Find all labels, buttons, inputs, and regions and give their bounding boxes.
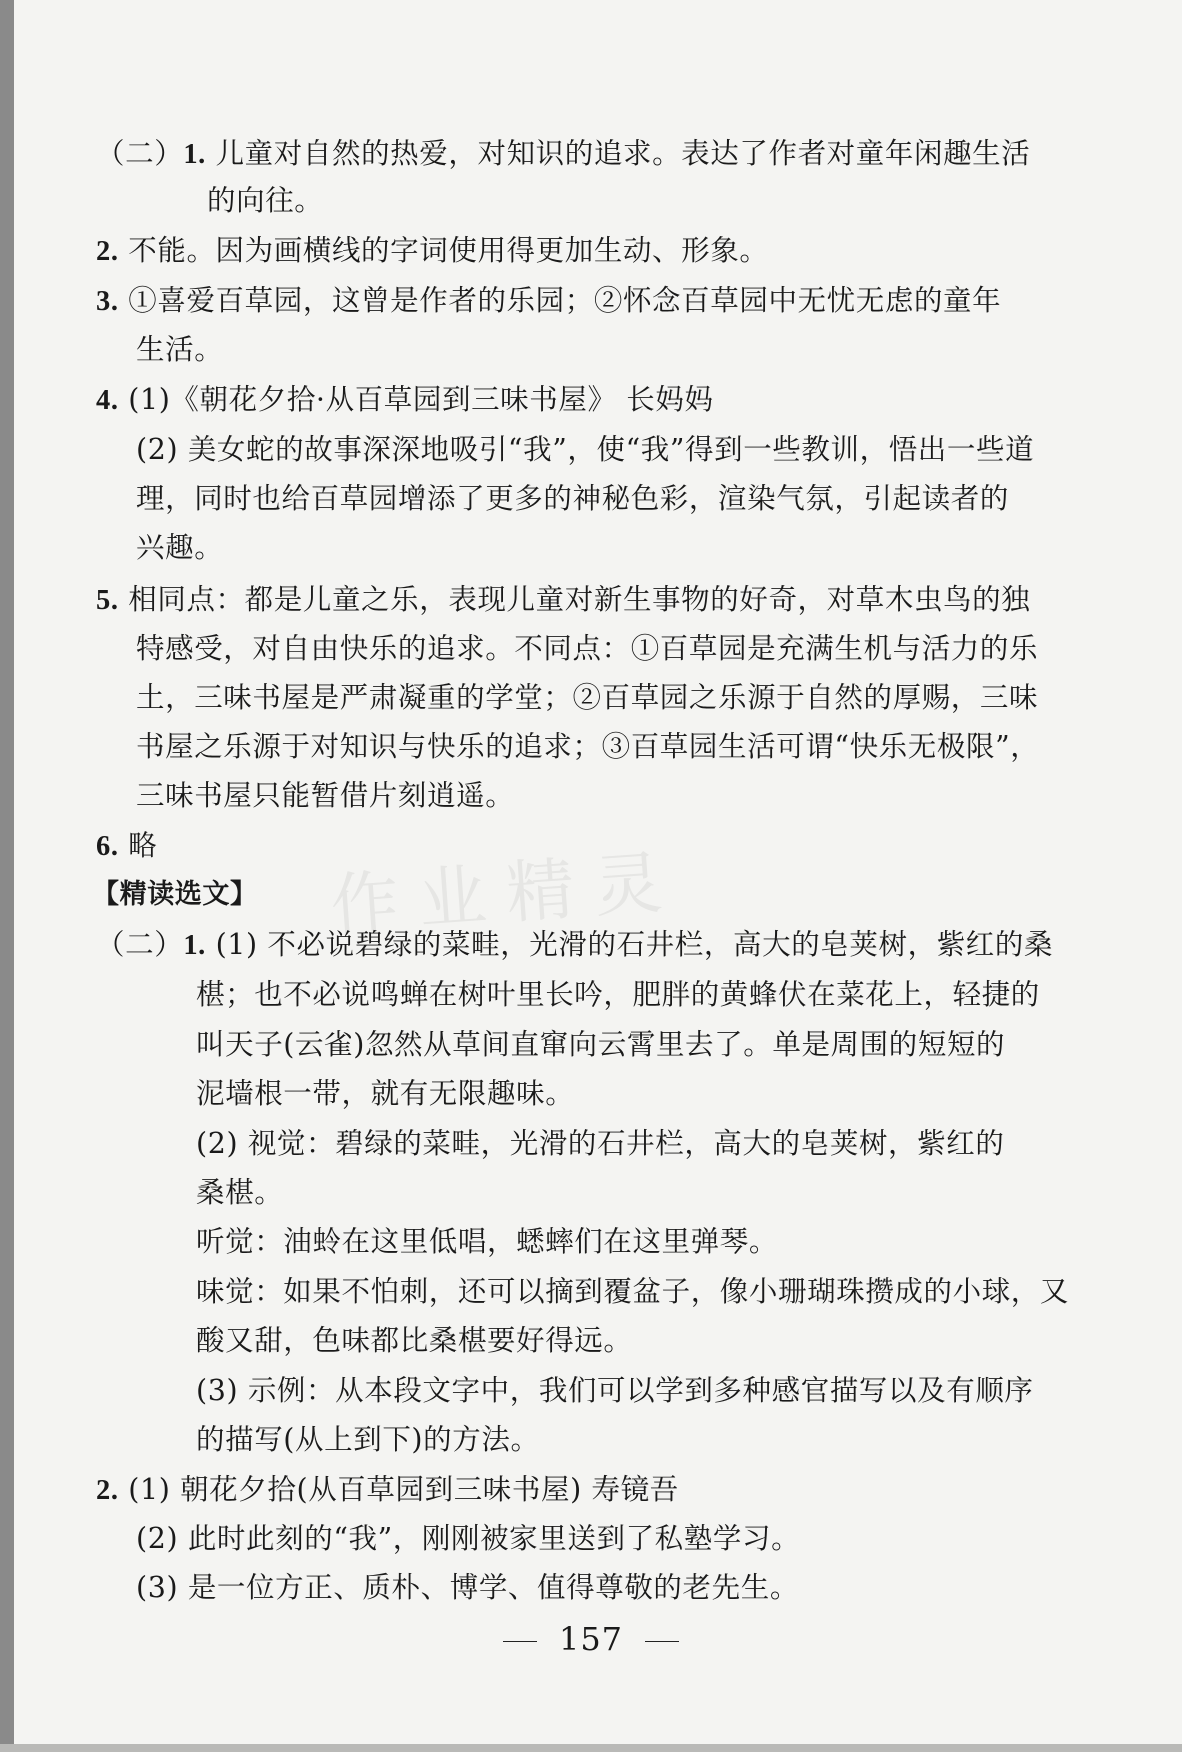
- answer-line: (2) 视觉：碧绿的菜畦，光滑的石井栏，高大的皂荚树，紫红的: [196, 1127, 1005, 1160]
- answer-line: [96, 380, 714, 421]
- answer-text: (1) 不必说碧绿的菜畦，光滑的石井栏，高大的皂荚树，紫红的桑: [215, 928, 1054, 961]
- page-number-dash-left: [503, 1641, 537, 1642]
- answer-line: (2) 美女蛇的故事深深地吸引“我”，使“我”得到一些教训，悟出一些道: [136, 433, 1035, 466]
- watermark-text: 作业精灵: [328, 842, 685, 947]
- answer-line: 的描写(从上到下)的方法。: [196, 1423, 540, 1456]
- question-number: 1.: [183, 139, 206, 170]
- answer-line: [96, 134, 1030, 175]
- section-label: （二）: [96, 928, 184, 961]
- answer-line: [96, 1470, 679, 1511]
- answer-line: 生活。: [136, 333, 224, 366]
- answer-line: 味觉：如果不怕刺，还可以摘到覆盆子，像小珊瑚珠攒成的小球，又: [196, 1275, 1070, 1308]
- answer-text: 不能。因为画横线的字词使用得更加生动、形象。: [128, 234, 769, 267]
- answer-text: 儿童对自然的热爱，对知识的追求。表达了作者对童年闲趣生活: [215, 137, 1031, 170]
- page-number: [0, 1620, 1182, 1658]
- answer-text: 相同点：都是儿童之乐，表现儿童对新生事物的好奇，对草木虫鸟的独: [128, 583, 1031, 616]
- answer-line: 椹；也不必说鸣蝉在树叶里长吟，肥胖的黄蜂伏在菜花上，轻捷的: [196, 978, 1040, 1011]
- question-number: 1.: [183, 930, 206, 961]
- scan-edge-left: [0, 0, 14, 1752]
- question-number: 3.: [96, 286, 119, 317]
- answer-line: [96, 580, 1030, 621]
- page-number-value: 157: [558, 1620, 624, 1658]
- answer-text: (1) 朝花夕拾(从百草园到三味书屋) 寿镜吾: [128, 1473, 679, 1506]
- answer-line: 听觉：油蛉在这里低唱，蟋蟀们在这里弹琴。: [196, 1225, 779, 1258]
- question-number: 2.: [96, 236, 119, 267]
- answer-line: [96, 281, 1001, 322]
- answer-line: 的向往。: [207, 184, 324, 217]
- answer-line: (3) 示例：从本段文字中，我们可以学到多种感官描写以及有顺序: [196, 1374, 1034, 1407]
- question-number: 5.: [96, 585, 119, 616]
- question-number: 2.: [96, 1475, 119, 1506]
- answer-line: 特感受，对自由快乐的追求。不同点：①百草园是充满生机与活力的乐: [136, 632, 1039, 665]
- question-number: 4.: [96, 385, 119, 416]
- answer-line: [96, 231, 768, 272]
- answer-line: 书屋之乐源于对知识与快乐的追求；③百草园生活可谓“快乐无极限”，: [136, 730, 1040, 763]
- scan-edge-bottom: [0, 1744, 1182, 1752]
- answer-line: 理，同时也给百草园增添了更多的神秘色彩，渲染气氛，引起读者的: [136, 482, 1010, 515]
- page-number-dash-right: [645, 1641, 679, 1642]
- answer-text: (1)《朝花夕拾·从百草园到三味书屋》 长妈妈: [128, 383, 714, 416]
- section-heading: 【精读选文】: [92, 879, 258, 910]
- answer-line: 泥墙根一带，就有无限趣味。: [196, 1077, 575, 1110]
- answer-text: ①喜爱百草园，这曾是作者的乐园；②怀念百草园中无忧无虑的童年: [128, 284, 1002, 317]
- answer-line: 叫天子(云雀)忽然从草间直窜向云霄里去了。单是周围的短短的: [196, 1028, 1006, 1061]
- question-number: 6.: [96, 831, 119, 862]
- answer-line: [96, 925, 1053, 966]
- answer-line: (3) 是一位方正、质朴、博学、值得尊敬的老先生。: [136, 1571, 799, 1604]
- answer-text: 略: [128, 829, 158, 862]
- answer-line: (2) 此时此刻的“我”，刚刚被家里送到了私塾学习。: [136, 1522, 801, 1555]
- answer-line: 土，三味书屋是严肃凝重的学堂；②百草园之乐源于自然的厚赐，三味: [136, 681, 1039, 714]
- answer-line: 兴趣。: [136, 531, 224, 564]
- answer-line: [96, 826, 157, 867]
- section-label: （二）: [96, 137, 184, 170]
- answer-line: 桑椹。: [196, 1176, 284, 1209]
- answer-line: 酸又甜，色味都比桑椹要好得远。: [196, 1324, 633, 1357]
- answer-line: 三味书屋只能暂借片刻逍遥。: [136, 779, 515, 812]
